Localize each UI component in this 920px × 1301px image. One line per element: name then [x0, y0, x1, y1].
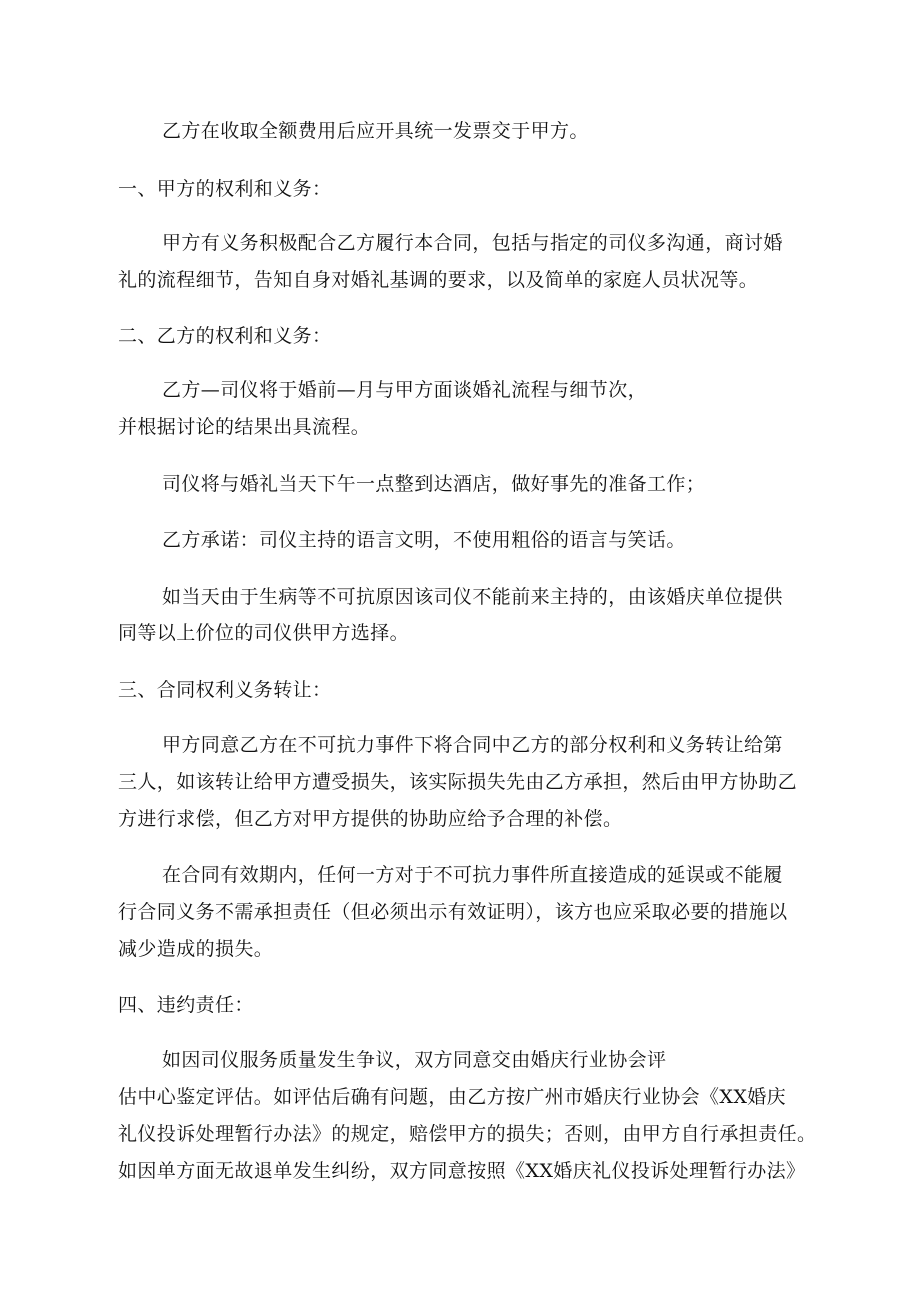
heading-transfer: 三、合同权利义务转让：: [118, 679, 332, 701]
paragraph-liability-line-1: 如因司仪服务质量发生争议，双方同意交由婚庆行业协会评: [162, 1049, 667, 1071]
paragraph-force-majeure-line-3: 减少造成的损失。: [118, 938, 274, 960]
paragraph-substitute-line-2: 同等以上价位的司仪供甲方选择。: [118, 622, 410, 644]
paragraph-party-b-line-1: 乙方—司仪将于婚前—月与甲方面谈婚礼流程与细节次，: [162, 379, 648, 401]
paragraph-transfer-line-3: 方进行求偿，但乙方对甲方提供的协助应给予合理的补偿。: [118, 808, 623, 830]
paragraph-liability-line-3: 礼仪投诉处理暂行办法》的规定，赔偿甲方的损失；否则，由甲方自行承担责任。: [118, 1123, 817, 1145]
paragraph-promise: 乙方承诺：司仪主持的语言文明，不使用粗俗的语言与笑话。: [162, 529, 686, 551]
paragraph-liability-line-2: 估中心鉴定评估。如评估后确有问题，由乙方按广州市婚庆行业协会《XX婚庆: [118, 1086, 787, 1108]
paragraph-force-majeure-line-2: 行合同义务不需承担责任（但必须出示有效证明），该方也应采取必要的措施以: [118, 901, 788, 923]
paragraph-substitute-line-1: 如当天由于生病等不可抗原因该司仪不能前来主持的，由该婚庆单位提供: [162, 586, 783, 608]
paragraph-party-a-line-2: 礼的流程细节，告知自身对婚礼基调的要求，以及简单的家庭人员状况等。: [118, 269, 759, 291]
paragraph-invoice: 乙方在收取全额费用后应开具统一发票交于甲方。: [162, 120, 589, 142]
heading-party-a-rights: 一、甲方的权利和义务：: [118, 178, 332, 200]
paragraph-transfer-line-1: 甲方同意乙方在不可抗力事件下将合同中乙方的部分权利和义务转让给第: [162, 734, 783, 756]
heading-party-b-rights: 二、乙方的权利和义务：: [118, 325, 332, 347]
paragraph-party-a-line-1: 甲方有义务积极配合乙方履行本合同，包括与指定的司仪多沟通，商讨婚: [162, 232, 783, 254]
paragraph-arrival: 司仪将与婚礼当天下午一点整到达酒店，做好事先的准备工作；: [162, 473, 706, 495]
paragraph-force-majeure-line-1: 在合同有效期内，任何一方对于不可抗力事件所直接造成的延误或不能履: [162, 864, 783, 886]
paragraph-liability-line-4: 如因单方面无故退单发生纠纷，双方同意按照《XX婚庆礼仪投诉处理暂行办法》: [118, 1160, 806, 1182]
heading-liability: 四、违约责任：: [118, 994, 254, 1016]
paragraph-transfer-line-2: 三人，如该转让给甲方遭受损失，该实际损失先由乙方承担，然后由甲方协助乙: [118, 771, 798, 793]
paragraph-party-b-line-2: 并根据讨论的结果出具流程。: [118, 416, 371, 438]
